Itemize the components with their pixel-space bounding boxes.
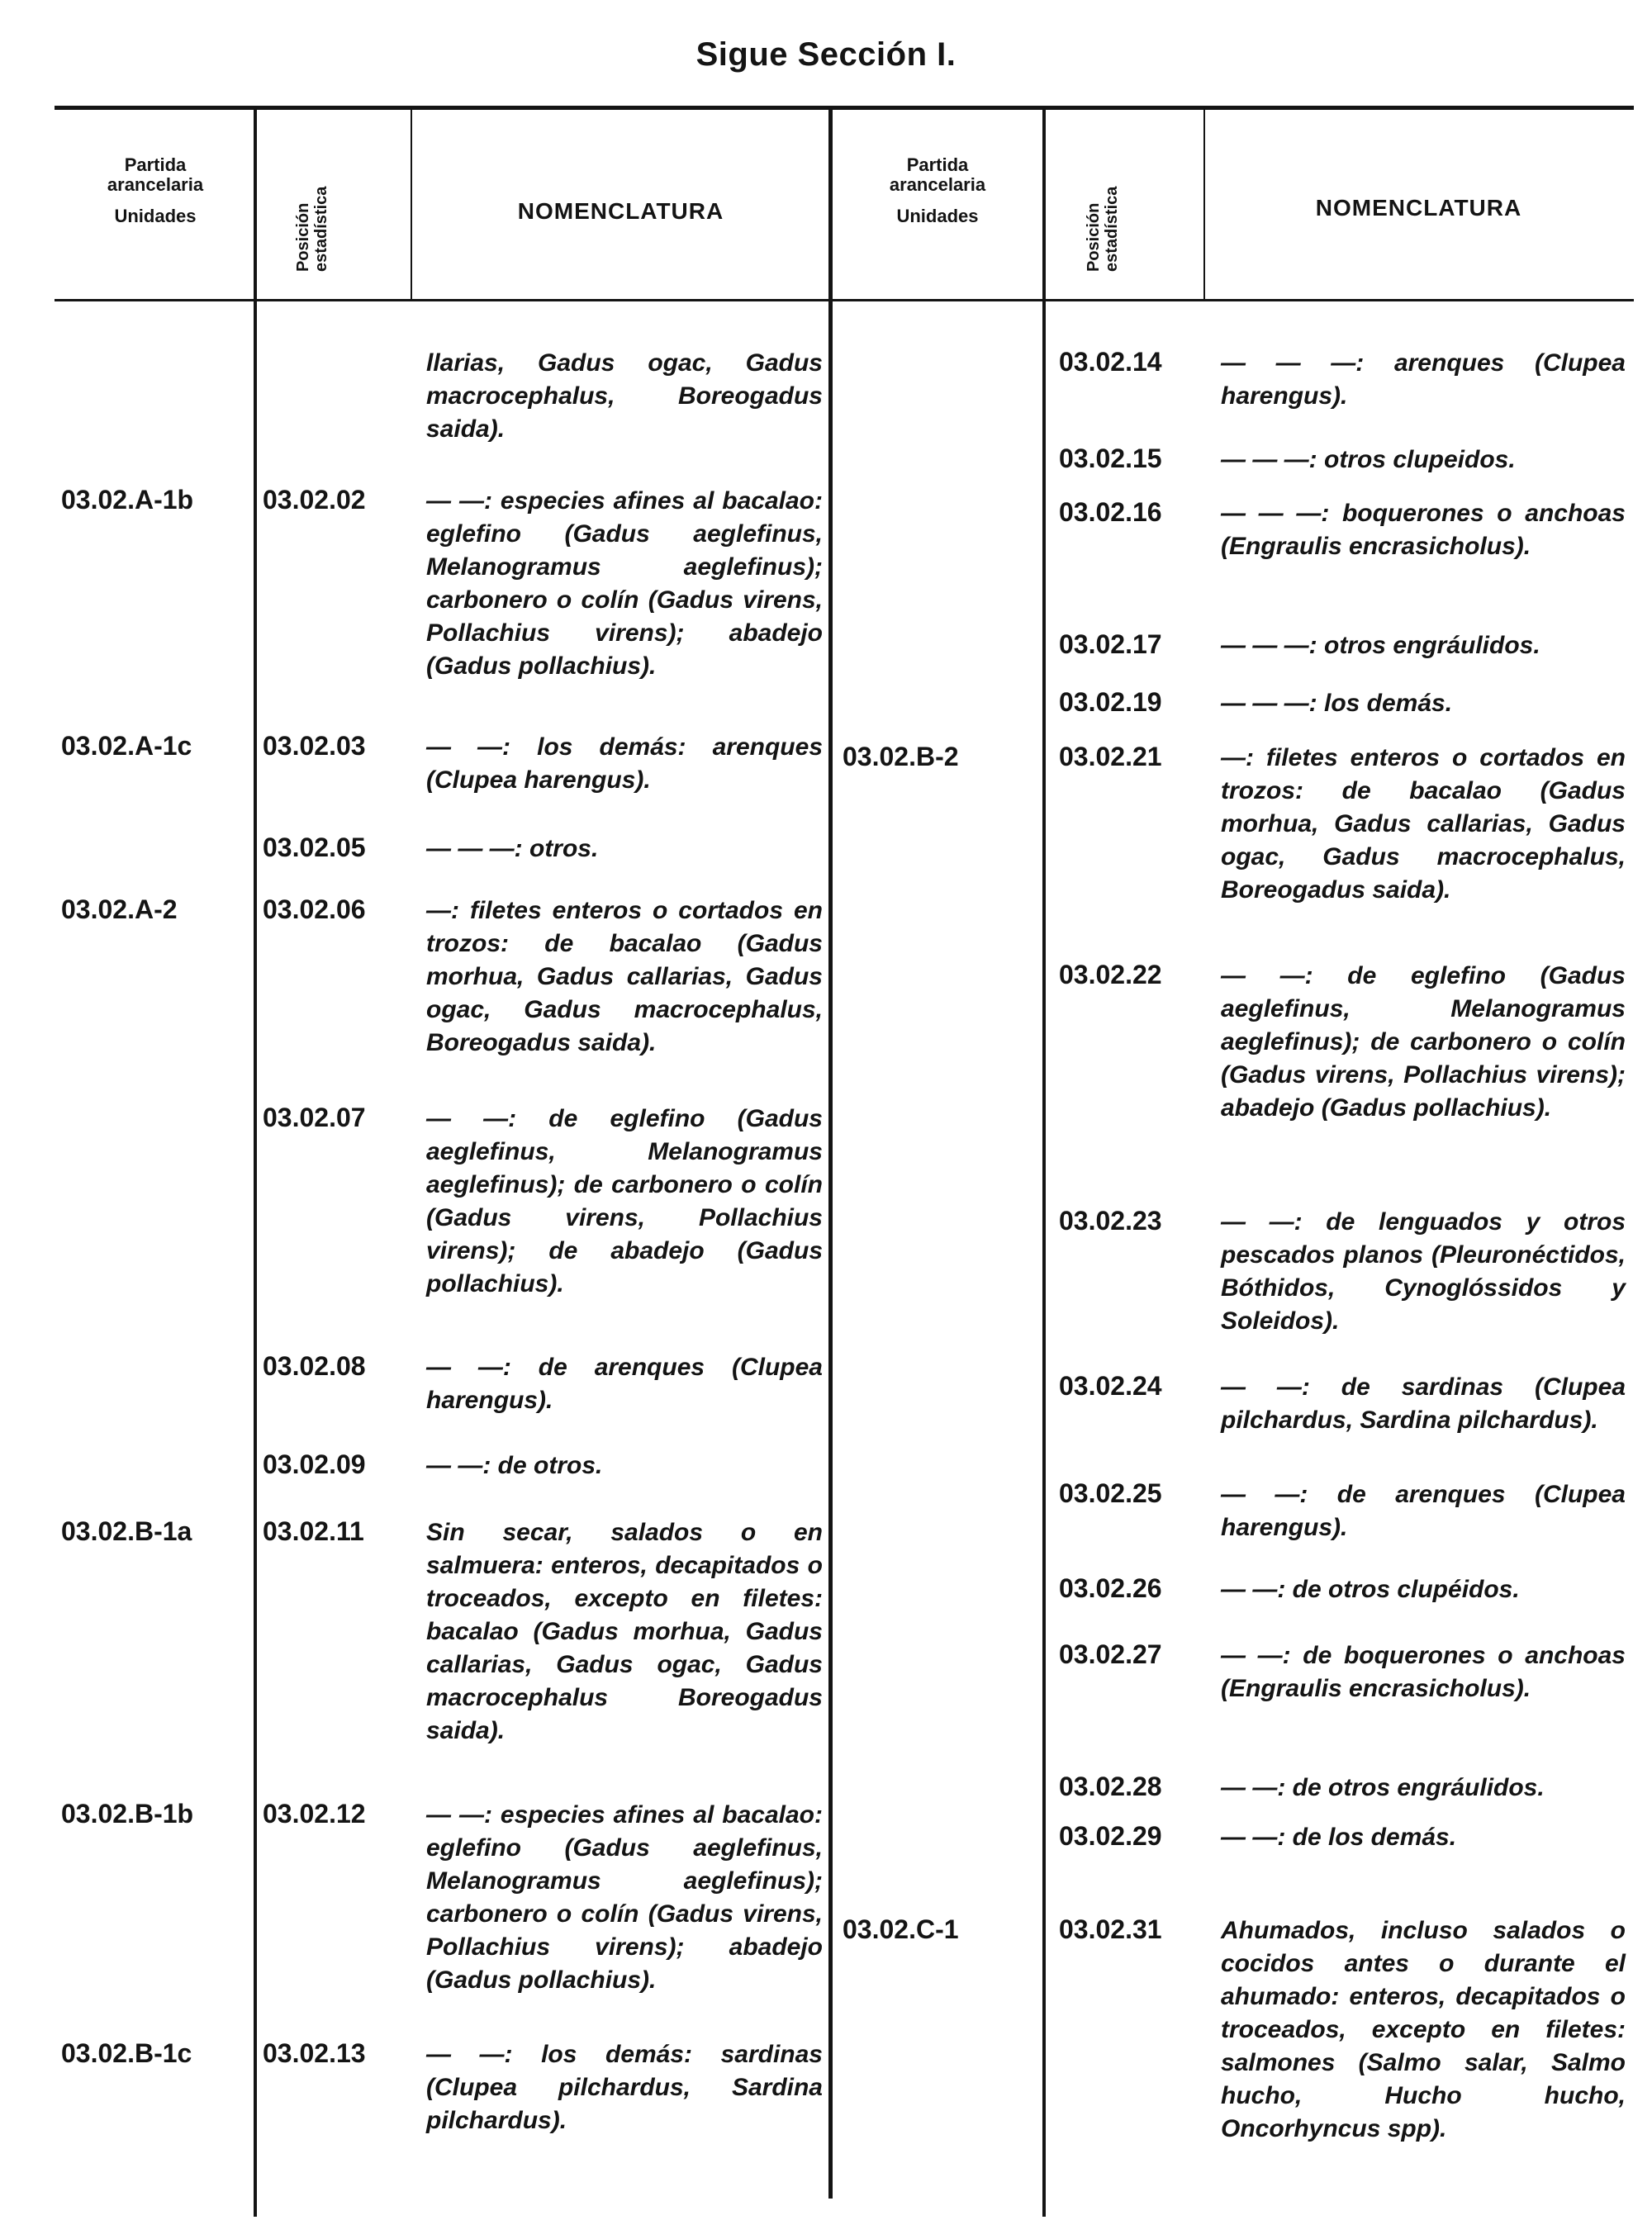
posicion-code: 03.02.13 <box>263 2038 366 2068</box>
nomenclatura-text: Sin secar, salados o en salmuera: enteros, decapitados o troceados, excepto en filetes: bacalao (Gadus morhua, Gadus callarias, Gadus ogac, Gadus macrocephalus Boreogadus saida). <box>426 1519 823 1744</box>
posicion-code: 03.02.31 <box>1059 1914 1162 1944</box>
nomenclatura-text: — —: de arenques (Clupea harengus). <box>1221 1481 1626 1541</box>
partida-code: 03.02.A-1c <box>61 731 192 761</box>
posicion-code: 03.02.24 <box>1059 1371 1162 1401</box>
posicion-code: 03.02.27 <box>1059 1639 1162 1669</box>
nomenclatura-text: Ahumados, incluso salados o cocidos antes o durante el ahumado: enteros, decapitados o troceados, excepto en filetes: salmones (Salmo salar, Salmo hucho, Hucho hucho, Oncorhyncus spp). <box>1221 1917 1626 2142</box>
posicion-code: 03.02.05 <box>263 832 366 862</box>
header-bottom-rule <box>55 299 1634 301</box>
header-partida <box>834 153 1041 229</box>
nomenclatura-text: — — —: arenques (Clupea harengus). <box>1221 349 1626 410</box>
nomenclatura-text: — —: de arenques (Clupea harengus). <box>426 1354 823 1414</box>
partida-code: 03.02.A-2 <box>61 894 178 924</box>
column-divider <box>411 109 412 301</box>
nomenclatura-text: — —: de boquerones o anchoas (Engraulis encrasicholus). <box>1221 1642 1626 1702</box>
header-nomenclatura: NOMENCLATURA <box>517 198 724 224</box>
posicion-code: 03.02.12 <box>263 1799 366 1829</box>
column-divider <box>1042 109 1046 2217</box>
nomenclatura-text: — —: de sardinas (Clupea pilchardus, Sardina pilchardus). <box>1221 1373 1626 1434</box>
header-posicion-line: estadística <box>312 186 330 272</box>
posicion-code: 03.02.25 <box>1059 1478 1162 1508</box>
table-top-rule <box>55 106 1634 110</box>
posicion-code: 03.02.14 <box>1059 347 1162 377</box>
posicion-code: 03.02.09 <box>263 1449 366 1479</box>
posicion-code: 03.02.15 <box>1059 444 1162 473</box>
page-title: Sigue Sección I. <box>695 36 957 73</box>
nomenclatura-text: — —: especies afines al bacalao: eglefino (Gadus aeglefinus, Melanogramus aeglefinus); carbonero o colín (Gadus virens, Pollachius virens); abadejo (Gadus pollachius). <box>426 1801 823 1994</box>
partida-code: 03.02.A-1b <box>61 485 194 515</box>
posicion-code: 03.02.22 <box>1059 960 1162 989</box>
partida-code: 03.02.B-1a <box>61 1516 192 1546</box>
nomenclatura-text: — —: de los demás. <box>1221 1824 1457 1851</box>
nomenclatura-text: —: filetes enteros o cortados en trozos: de bacalao (Gadus morhua, Gadus callarias, Gadus ogac, Gadus macrocephalus, Boreogadus saida). <box>426 897 823 1056</box>
nomenclatura-text: — —: los demás: arenques (Clupea harengus). <box>426 733 823 794</box>
posicion-code: 03.02.23 <box>1059 1206 1162 1236</box>
header-posicion-line: Posición <box>1085 202 1103 272</box>
nomenclatura-text: — —: de lenguados y otros pescados planos (Pleuronéctidos, Bóthidos, Cynoglóssidos y Soleidos). <box>1221 1208 1626 1335</box>
nomenclatura-text: — — —: otros. <box>426 835 599 862</box>
column-divider <box>828 109 833 2199</box>
header-posicion <box>294 148 334 272</box>
posicion-code: 03.02.29 <box>1059 1821 1162 1851</box>
header-posicion <box>1085 148 1124 272</box>
posicion-code: 03.02.08 <box>263 1351 366 1381</box>
posicion-code: 03.02.11 <box>263 1516 364 1546</box>
nomenclatura-text: — —: especies afines al bacalao: eglefino (Gadus aeglefinus, Melanogramus aeglefinus); carbonero o colín (Gadus virens, Pollachius virens); abadejo (Gadus pollachius). <box>426 487 823 680</box>
posicion-code: 03.02.03 <box>263 731 366 761</box>
header-partida-line: Unidades <box>114 206 197 226</box>
nomenclatura-text: — — —: otros clupeidos. <box>1221 446 1516 473</box>
nomenclatura-text: — — —: otros engráulidos. <box>1221 632 1540 659</box>
posicion-code: 03.02.28 <box>1059 1772 1162 1801</box>
posicion-code: 03.02.17 <box>1059 629 1162 659</box>
nomenclatura-text: — — —: los demás. <box>1221 690 1453 717</box>
nomenclatura-text: — —: de otros. <box>426 1452 603 1479</box>
partida-code: 03.02.B-1c <box>61 2038 192 2068</box>
header-partida-line: Unidades <box>896 206 979 226</box>
column-divider <box>254 109 257 2217</box>
nomenclatura-text: — —: de otros clupéidos. <box>1221 1576 1520 1603</box>
posicion-code: 03.02.21 <box>1059 742 1162 771</box>
nomenclatura-text: — — —: boquerones o anchoas (Engraulis encrasicholus). <box>1221 500 1626 560</box>
header-partida-line: Partida <box>906 154 969 175</box>
partida-code: 03.02.B-1b <box>61 1799 194 1829</box>
header-posicion-line: Posición <box>294 202 312 272</box>
posicion-code: 03.02.06 <box>263 894 366 924</box>
header-nomenclatura: NOMENCLATURA <box>1315 195 1522 221</box>
nomenclatura-text: — —: los demás: sardinas (Clupea pilchardus, Sardina pilchardus). <box>426 2041 823 2134</box>
nomenclatura-text: llarias, Gadus ogac, Gadus macrocephalus, Boreogadus saida). <box>426 349 823 443</box>
partida-code: 03.02.C-1 <box>843 1914 959 1944</box>
posicion-code: 03.02.26 <box>1059 1573 1162 1603</box>
header-partida <box>58 153 253 229</box>
posicion-code: 03.02.02 <box>263 485 366 515</box>
nomenclatura-text: — —: de otros engráulidos. <box>1221 1774 1545 1801</box>
nomenclatura-text: —: filetes enteros o cortados en trozos: de bacalao (Gadus morhua, Gadus callarias, Gadus ogac, Gadus macrocephalus, Boreogadus saida). <box>1221 744 1626 904</box>
header-partida-line: Partida <box>124 154 187 175</box>
nomenclatura-text: — —: de eglefino (Gadus aeglefinus, Melanogramus aeglefinus); de carbonero o colín (Gadus virens, Pollachius virens); abadejo (Gadus pollachius). <box>1221 962 1626 1122</box>
header-posicion-line: estadística <box>1103 186 1121 272</box>
partida-code: 03.02.B-2 <box>843 742 959 771</box>
nomenclatura-text: — —: de eglefino (Gadus aeglefinus, Melanogramus aeglefinus); de carbonero o colín (Gadus virens, Pollachius virens); de abadejo (Gadus pollachius). <box>426 1105 823 1297</box>
column-divider <box>1203 109 1205 301</box>
header-partida-line: arancelaria <box>889 174 986 195</box>
posicion-code: 03.02.16 <box>1059 497 1162 527</box>
posicion-code: 03.02.19 <box>1059 687 1162 717</box>
header-partida-line: arancelaria <box>107 174 204 195</box>
posicion-code: 03.02.07 <box>263 1103 366 1132</box>
